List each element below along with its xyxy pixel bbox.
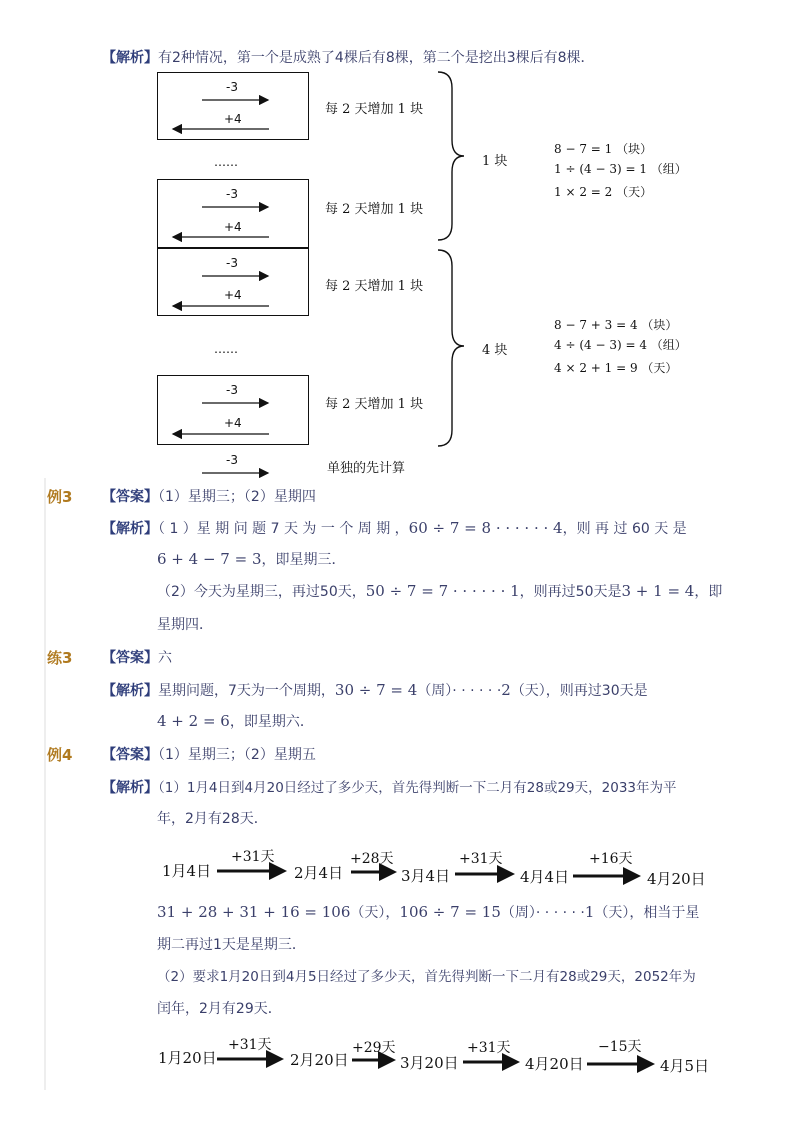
calc2-line3: 4 × 2 + 1 = 9 （天） xyxy=(554,361,678,375)
ex3-p2c: ，即 xyxy=(694,584,723,600)
ex4-sum-b: （周）· · · · · · xyxy=(500,905,585,921)
analysis-tag: 【解析】 xyxy=(102,521,158,537)
ex4-sum-math: 31 + 28 + 31 + 16 = 106 xyxy=(157,903,351,921)
ex3-p2d: 星期四． xyxy=(157,617,213,633)
ex4-sum-c: （天），相当于星 xyxy=(594,905,700,921)
pr3-analysis-line1 xyxy=(102,680,648,700)
ex4-sum-math3: 1 xyxy=(584,903,595,921)
calc1-line3: 1 × 2 = 2 （天） xyxy=(554,185,653,199)
box4-minus-label: -3 xyxy=(226,383,238,397)
ex4-p2: （2）要求1月20日到4月5日经过了多少天，首先得判断一下二月有28或29天，2052年为 xyxy=(157,969,696,985)
separate-note: 单独的先计算 xyxy=(327,461,406,476)
box2-minus-label: -3 xyxy=(226,187,238,201)
timeline1-node-2: 2月4日 xyxy=(294,864,344,882)
answer-tag: 【答案】 xyxy=(102,650,158,666)
answer-tag: 【答案】 xyxy=(102,489,158,505)
ellipsis-2: …… xyxy=(214,342,238,356)
timeline2-node-5: 4月5日 xyxy=(660,1057,710,1075)
timeline2-step-3: +31天 xyxy=(467,1040,511,1056)
ex3-p1c-math: 6 + 4 − 7 = 3 xyxy=(157,550,262,568)
brace2-label: 4 块 xyxy=(482,343,508,358)
ex4-sum-math2: 106 ÷ 7 = 15 xyxy=(399,903,501,921)
ex4-p2b: 闰年，2月有29天． xyxy=(157,1001,282,1017)
every2-label-2: 每 2 天增加 1 块 xyxy=(325,202,424,217)
ex4-answer xyxy=(102,744,316,764)
ex3-p1a: （ 1 ）星 期 问 题 7 天 为 一 个 周 期 ， xyxy=(158,521,409,537)
diagram-arrows xyxy=(0,0,800,490)
timeline1-step-4: +16天 xyxy=(589,851,633,867)
pr3-c: （天），则再过30天是 xyxy=(510,683,648,699)
ex3-label: 例3 xyxy=(47,488,73,506)
timeline2-node-1: 1月20日 xyxy=(158,1049,217,1067)
pr3-d-math: 4 + 2 = 6 xyxy=(157,712,230,730)
box4-plus-label: +4 xyxy=(224,416,242,430)
pr3-math2: 2 xyxy=(501,681,511,699)
last-minus-label: -3 xyxy=(226,453,238,467)
box2-plus-label: +4 xyxy=(224,220,242,234)
ex4-answer-text: （1）星期三；（2）星期五 xyxy=(158,747,316,763)
box3-minus-label: -3 xyxy=(226,256,238,270)
ex3-p2-math2: 3 + 1 = 4 xyxy=(621,582,695,600)
timeline1-node-1: 1月4日 xyxy=(162,862,212,880)
pr3-b: （周）· · · · · · xyxy=(417,683,502,699)
pr3-a: 星期问题，7天为一个周期， xyxy=(158,683,335,699)
box1-minus-label: -3 xyxy=(226,80,238,94)
pr3-label: 练3 xyxy=(47,649,73,667)
ex3-p2a: （2）今天为星期三，再过50天， xyxy=(157,584,366,600)
analysis-tag: 【解析】 xyxy=(102,780,158,796)
box3-plus-label: +4 xyxy=(224,288,242,302)
intro-text: 有2种情况，第一个是成熟了4棵后有8棵，第二个是挖出3棵后有8棵． xyxy=(158,50,595,66)
ex3-analysis-line1 xyxy=(102,518,687,538)
timeline1-step-3: +31天 xyxy=(459,851,503,867)
timeline2-step-2: +29天 xyxy=(352,1040,396,1056)
every2-label-1: 每 2 天增加 1 块 xyxy=(325,102,424,117)
calc2-line2: 4 ÷ (4 − 3) = 4 （组） xyxy=(554,338,687,352)
ex3-p1-math: 60 ÷ 7 = 8 · · · · · · 4 xyxy=(408,519,563,537)
timeline2-node-2: 2月20日 xyxy=(290,1051,349,1069)
ex3-answer-text: （1）星期三；（2）星期四 xyxy=(158,489,316,505)
ex3-analysis-line3 xyxy=(157,581,722,601)
answer-tag: 【答案】 xyxy=(102,747,158,763)
timeline1-arrows xyxy=(0,860,800,890)
every2-label-3: 每 2 天增加 1 块 xyxy=(325,279,424,294)
timeline1-step-1: +31天 xyxy=(231,849,275,865)
timeline1-step-2: +28天 xyxy=(350,851,394,867)
calc1-line1: 8 − 7 = 1 （块） xyxy=(554,142,653,156)
timeline2-step-1: +31天 xyxy=(228,1037,272,1053)
timeline1-node-3: 3月4日 xyxy=(401,867,451,885)
ellipsis-1: …… xyxy=(214,155,238,169)
ex3-analysis-line2 xyxy=(157,549,346,569)
timeline2-arrows xyxy=(0,1048,800,1078)
ex4-sum-line xyxy=(157,902,699,922)
ex4-label: 例4 xyxy=(47,746,73,764)
pr3-d: ，即星期六． xyxy=(229,714,314,730)
ex4-sum-d: 期二再过1天是星期三． xyxy=(157,937,306,953)
box1-plus-label: +4 xyxy=(224,112,242,126)
pr3-answer-text: 六 xyxy=(158,650,172,666)
page-rule xyxy=(44,478,46,1090)
brace1-label: 1 块 xyxy=(482,154,508,169)
pr3-math: 30 ÷ 7 = 4 xyxy=(334,681,418,699)
ex3-p1c: ，即星期三． xyxy=(261,552,346,568)
calc2-line1: 8 − 7 + 3 = 4 （块） xyxy=(554,318,678,332)
ex4-p1b: 年，2月有28天． xyxy=(157,811,268,827)
calc1-line2: 1 ÷ (4 − 3) = 1 （组） xyxy=(554,162,687,176)
timeline2-node-4: 4月20日 xyxy=(525,1055,584,1073)
ex4-p1: （1）1月4日到4月20日经过了多少天，首先得判断一下二月有28或29天，2033年为平 xyxy=(158,780,677,796)
timeline1-node-5: 4月20日 xyxy=(647,870,706,888)
ex3-p2-math: 50 ÷ 7 = 7 · · · · · · 1 xyxy=(365,582,520,600)
pr3-analysis-line2 xyxy=(157,711,314,731)
timeline2-step-4: −15天 xyxy=(598,1039,642,1055)
analysis-tag: 【解析】 xyxy=(102,683,158,699)
ex4-sum-a: （天）， xyxy=(350,905,400,921)
ex3-p2b: ，则再过50天是 xyxy=(519,584,622,600)
timeline2-node-3: 3月20日 xyxy=(400,1054,459,1072)
every2-label-4: 每 2 天增加 1 块 xyxy=(325,397,424,412)
timeline1-node-4: 4月4日 xyxy=(520,868,570,886)
pr3-answer xyxy=(102,647,172,667)
ex3-p1b: ，则 再 过 60 天 是 xyxy=(562,521,687,537)
ex3-answer xyxy=(102,486,316,506)
ex4-analysis-line1 xyxy=(102,776,677,797)
analysis-tag: 【解析】 xyxy=(102,50,158,66)
